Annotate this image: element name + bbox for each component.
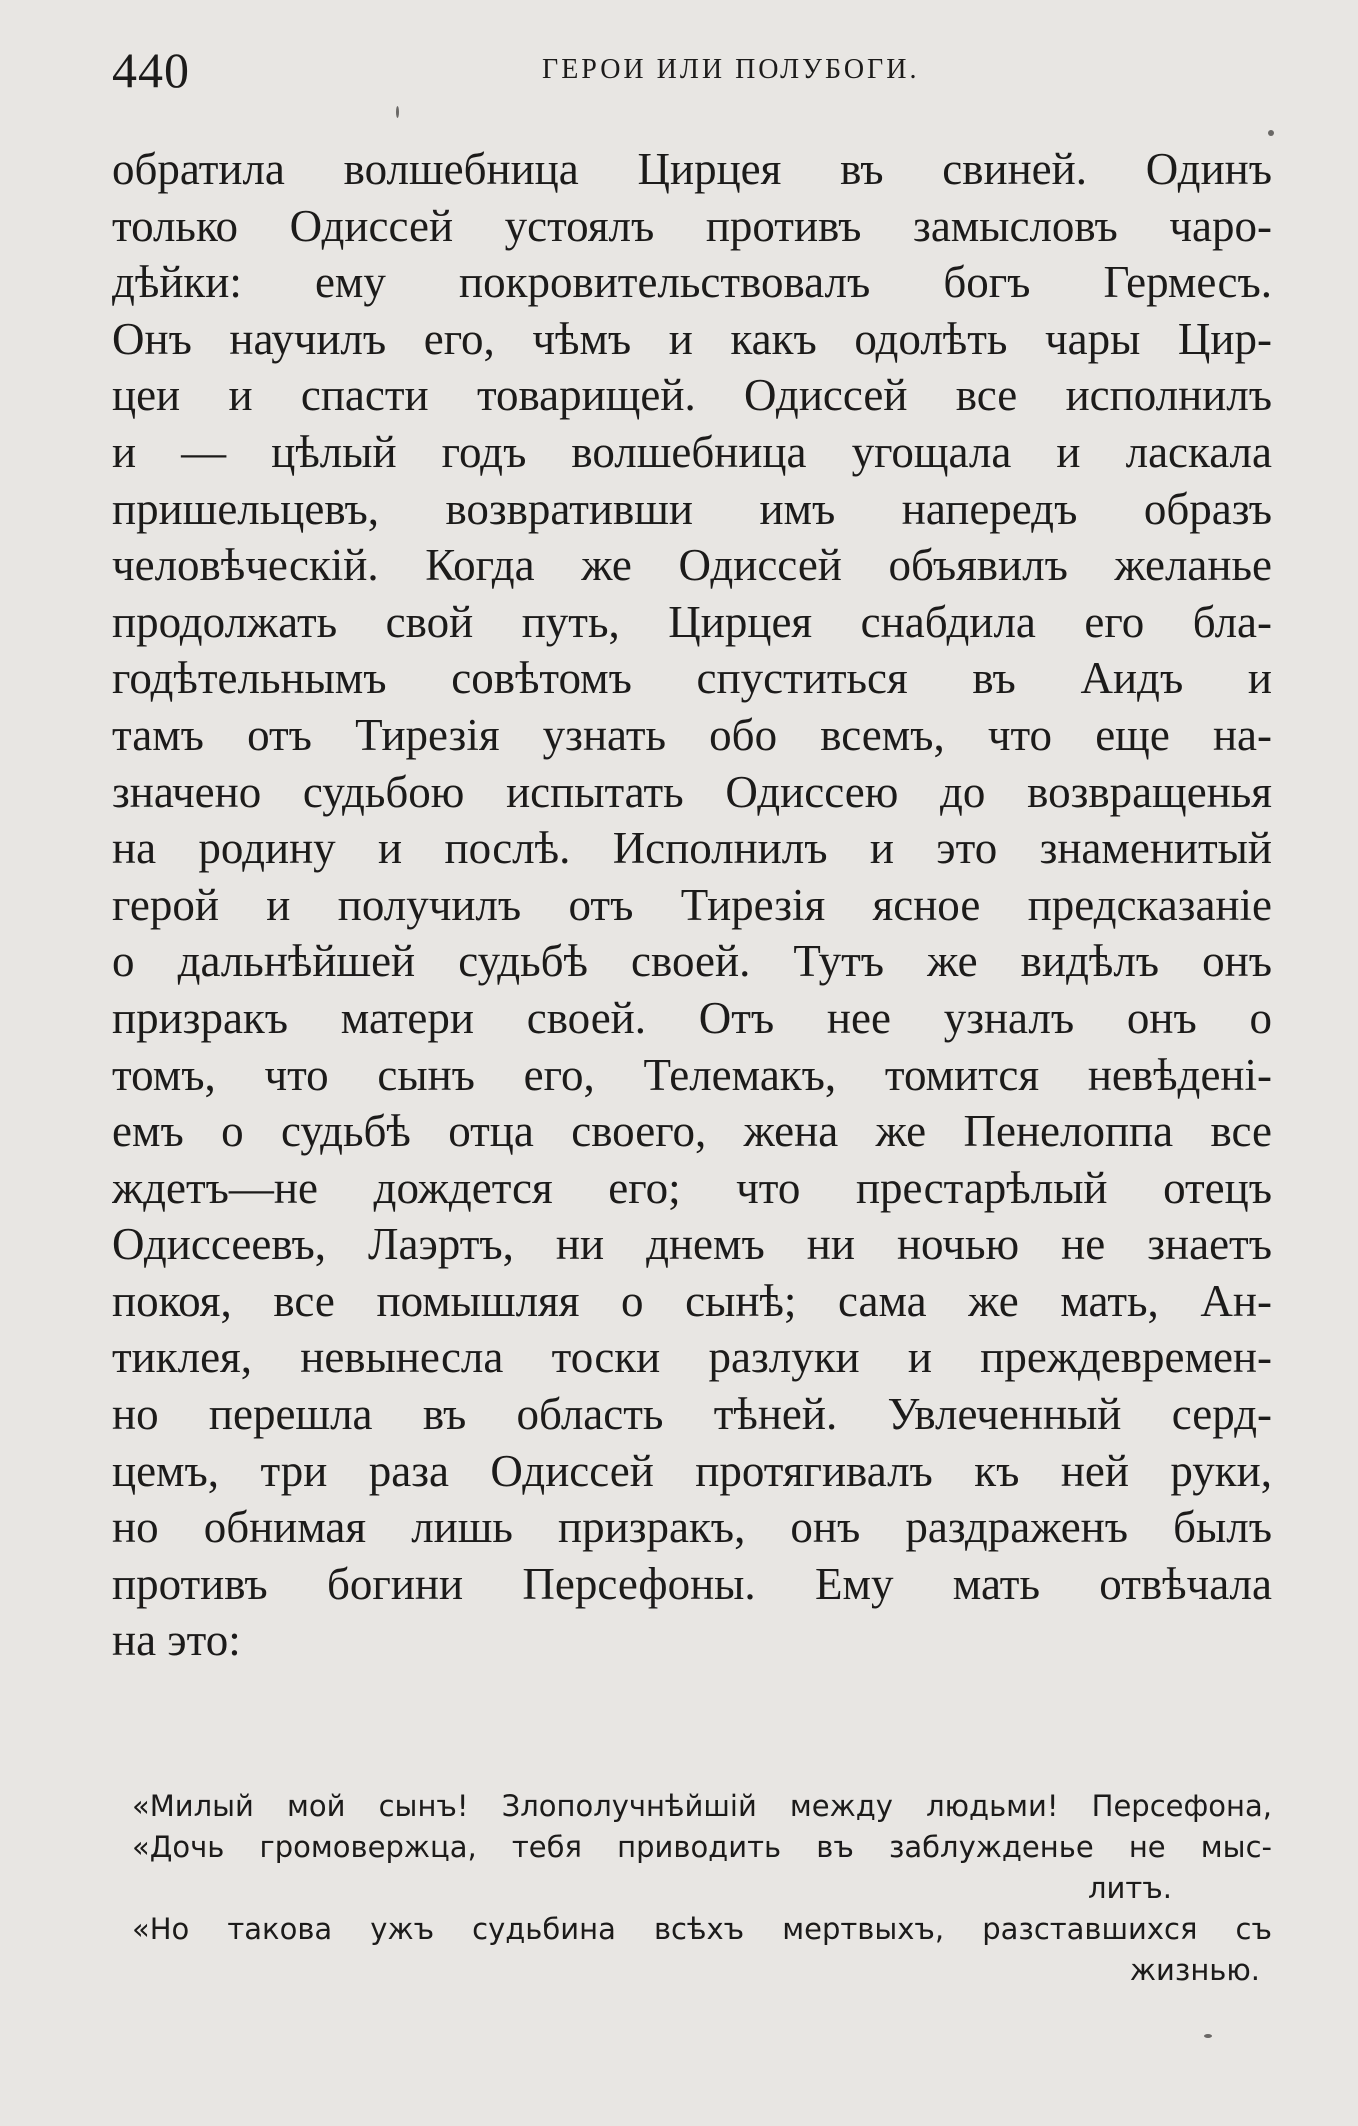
ink-speck [396,106,399,118]
text-line: тиклея, невынесла тоски разлуки и преждевремен- [112,1332,1272,1383]
text-line: обратила волшебница Цирцея въ свиней. Одинъ [112,144,1272,194]
text-line: значено судьбою испытать Одиссею до возвращенья [112,766,1272,817]
verse-continuation: жизнью. [1129,1953,1260,1987]
page-number: 440 [112,42,190,98]
text-line: противъ богини Персефоны. Ему мать отвѣчала [112,1558,1272,1609]
verse-line: «Милый мой сынъ! Злополучнѣйшій между людьми! Персефона, [132,1789,1272,1823]
text-line: пришельцевъ, возвративши имъ напередъ образъ [112,483,1272,534]
text-line: человѣческій. Когда же Одиссей объявилъ желанье [112,540,1272,591]
text-line: Онъ научилъ его, чѣмъ и какъ одолѣть чары Цир- [112,313,1272,364]
text-line: на родину и послѣ. Исполнилъ и это знаменитый [112,823,1272,874]
text-line: и — цѣлый годъ волшебница угощала и ласкала [112,426,1272,477]
page-header [112,40,1272,100]
text-line: покоя, все помышляя о сынѣ; сама же мать, Ан- [112,1275,1272,1326]
verse-line: «Дочь громовержца, тебя приводить въ заблужденье не мыс- [132,1830,1272,1864]
text-line: герой и получилъ отъ Тирезія ясное предсказаніе [112,879,1272,930]
text-line: емъ о судьбѣ отца своего, жена же Пенелоппа все [112,1106,1272,1157]
text-line: но обнимая лишь призракъ, онъ раздраженъ былъ [112,1502,1272,1553]
verse-quote [132,1786,1272,1991]
text-line: дѣйки: ему покровительствовалъ богъ Гермесъ. [112,257,1272,308]
text-line: томъ, что сынъ его, Телемакъ, томится невѣденi- [112,1049,1272,1100]
text-line: годѣтельнымъ совѣтомъ спуститься въ Аидъ и [112,653,1272,704]
body-text [112,141,1272,1669]
text-line: цемъ, три раза Одиссей протягивалъ къ ней руки, [112,1445,1272,1496]
text-line: о дальнѣйшей судьбѣ своей. Тутъ же видѣлъ онъ [112,936,1272,987]
verse-line: «Но такова ужъ судьбина всѣхъ мертвыхъ, разставшихся съ [132,1912,1272,1946]
text-line: цеи и спасти товарищей. Одиссей все исполнилъ [112,370,1272,421]
running-title: ГЕРОИ ИЛИ ПОЛУБОГИ. [542,54,920,85]
ink-speck [1204,2034,1212,2038]
ink-speck [1268,130,1274,136]
text-line: продолжать свой путь, Цирцея снабдила его бла- [112,596,1272,647]
text-line: Одиссеевъ, Лаэртъ, ни днемъ ни ночью не знаетъ [112,1219,1272,1270]
text-line: ждетъ—не дождется его; что престарѣлый отецъ [112,1162,1272,1213]
text-line: только Одиссей устоялъ противъ замысловъ чаро- [112,200,1272,251]
text-line: призракъ матери своей. Отъ нее узналъ онъ о [112,992,1272,1043]
verse-continuation: литъ. [1088,1871,1172,1905]
text-line: но перешла въ область тѣней. Увлеченный серд- [112,1389,1272,1440]
text-line: тамъ отъ Тирезія узнать обо всемъ, что еще на- [112,709,1272,760]
text-line: на это: [112,1615,241,1666]
